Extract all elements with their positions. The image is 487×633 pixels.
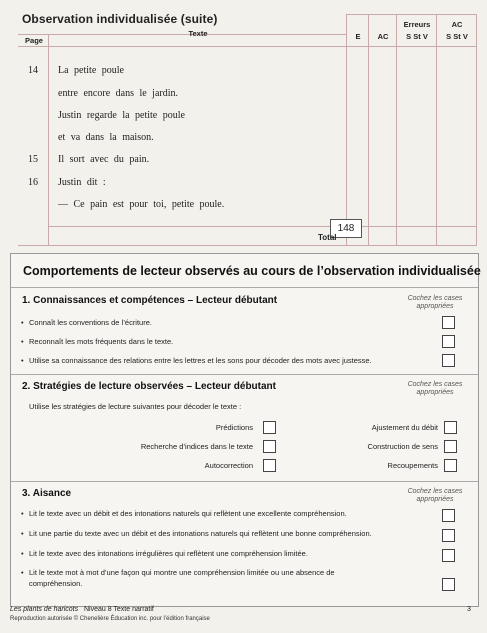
header-page: Page bbox=[25, 36, 43, 45]
section-3-checkbox-1[interactable] bbox=[442, 509, 455, 522]
strategy-checkbox-sens[interactable] bbox=[444, 440, 457, 453]
strategy-label: Ajustement du débit bbox=[371, 423, 438, 432]
section-1-checkbox-1[interactable] bbox=[442, 316, 455, 329]
section-3-checkbox-4[interactable] bbox=[442, 578, 455, 591]
section-3-item: • Lit le texte mot à mot d’une façon qui montre une compréhension limitée ou une absence de compréhension. bbox=[29, 567, 359, 589]
strategy-label: Prédictions bbox=[215, 423, 253, 432]
behaviours-title: Comportements de lecteur observés au cours de l’observation individualisée bbox=[23, 264, 481, 278]
check-hint-1: Cochez les cases appropriées bbox=[407, 295, 463, 310]
section-2-intro: Utilise les stratégies de lecture suivantes pour décoder le texte : bbox=[29, 402, 242, 411]
section-1-item: • Reconnaît les mots fréquents dans le texte. bbox=[29, 337, 173, 346]
strategy-label: Recherche d’indices dans le texte bbox=[140, 442, 253, 451]
behaviours-box bbox=[10, 253, 479, 607]
header-e: E bbox=[355, 32, 361, 41]
section-1-item: • Connaît les conventions de l’écriture. bbox=[29, 318, 152, 327]
header-ac-sstv: AC S St V bbox=[446, 20, 468, 41]
section-3-item: • Lit le texte avec des intonations irrégulières qui reflètent une compréhension limitée. bbox=[29, 549, 308, 558]
check-hint-3: Cochez les cases appropriées bbox=[407, 488, 463, 503]
header-erreurs: Erreurs S St V bbox=[403, 20, 431, 41]
check-hint-2: Cochez les cases appropriées bbox=[407, 381, 463, 396]
strategy-checkbox-autocorrection[interactable] bbox=[263, 459, 276, 472]
section-3-item: • Lit une partie du texte avec un débit et des intonations naturels qui reflètent une bonne compréhension. bbox=[29, 529, 372, 538]
section-1-item: • Utilise sa connaissance des relations entre les lettres et les sons pour décoder des mots avec justesse. bbox=[29, 356, 372, 365]
footer-copyright: Reproduction autorisée © Chenelière Éducation inc. pour l’édition française bbox=[10, 616, 210, 622]
observation-table: Page Texte E AC Erreurs S St V AC S St V 14 La petite poule entre encore dans le jardin. Justin regarde la petite poule et va dans la maison. 15 Il sort avec du pain. 16 Justin dit : — Ce pain est pour toi, petite poule. 148 Total bbox=[18, 14, 477, 246]
section-3-item: • Lit le texte avec un débit et des intonations naturels qui reflètent une excellente compréhension. bbox=[29, 509, 347, 518]
observation-title: Observation individualisée (suite) bbox=[22, 12, 218, 26]
strategy-checkbox-indices[interactable] bbox=[263, 440, 276, 453]
section-1-checkbox-3[interactable] bbox=[442, 354, 455, 367]
strategy-checkbox-debit[interactable] bbox=[444, 421, 457, 434]
section-1-heading: 1. Connaissances et compétences – Lecteur débutant bbox=[22, 295, 278, 306]
section-1-checkbox-2[interactable] bbox=[442, 335, 455, 348]
section-3-heading: 3. Aisance bbox=[22, 488, 72, 499]
header-ac: AC bbox=[377, 32, 389, 41]
total-label: Total bbox=[318, 233, 337, 242]
section-3-checkbox-3[interactable] bbox=[442, 549, 455, 562]
word-count-box: 148 bbox=[330, 219, 362, 238]
section-2-heading: 2. Stratégies de lecture observées – Lecteur débutant bbox=[22, 381, 276, 392]
section-3-checkbox-2[interactable] bbox=[442, 529, 455, 542]
strategy-label: Autocorrection bbox=[204, 461, 253, 470]
strategy-checkbox-recoupements[interactable] bbox=[444, 459, 457, 472]
header-texte: Texte bbox=[188, 29, 208, 38]
footer-book-info: Les plants de haricots Niveau 8 Texte narratif bbox=[10, 606, 154, 613]
strategy-checkbox-predictions[interactable] bbox=[263, 421, 276, 434]
page-number: 3 bbox=[467, 606, 471, 613]
strategy-label: Recoupements bbox=[387, 461, 438, 470]
strategy-label: Construction de sens bbox=[367, 442, 438, 451]
